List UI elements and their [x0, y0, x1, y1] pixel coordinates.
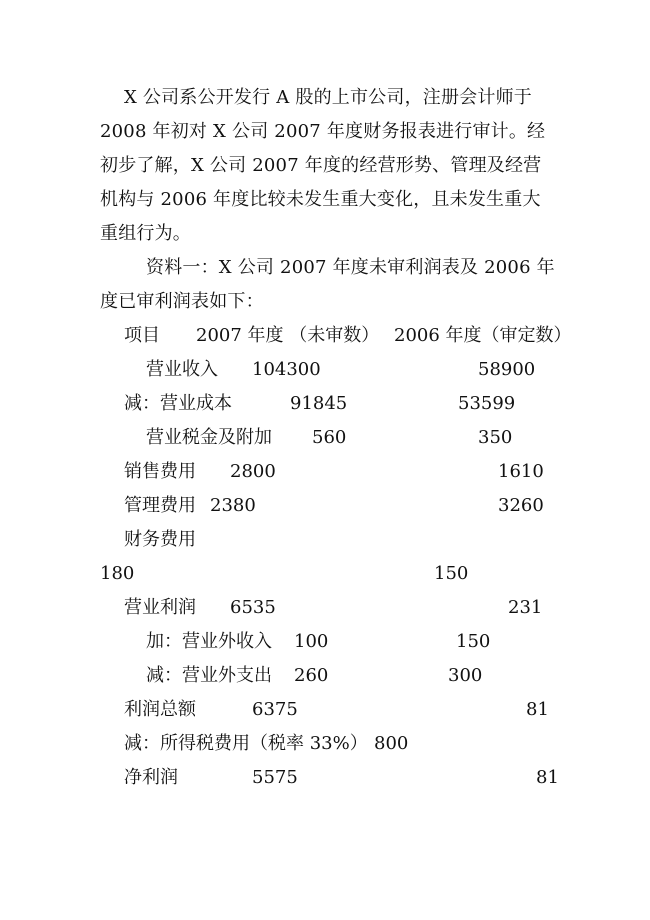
table-row-value-2006: 3260	[498, 495, 544, 516]
table-row-value-2006: 81	[526, 699, 549, 720]
table-row-label: 营业收入	[146, 359, 218, 380]
table-row-label: 管理费用	[124, 495, 196, 516]
table-row-value-2006: 81	[536, 767, 559, 788]
table-row-value-2006: 231	[508, 597, 543, 618]
table-row-label: 减：营业成本	[124, 393, 232, 414]
table-row-value-2006: 1610	[498, 461, 544, 482]
table-row-label: 减：营业外支出	[146, 665, 272, 686]
table-row-label: 营业利润	[124, 597, 196, 618]
table-row-value-2006: 300	[448, 665, 483, 686]
table-row-value-2006: 350	[478, 427, 513, 448]
table-row-value-2007: 91845	[290, 393, 348, 414]
table-row-value-2007: 180	[100, 563, 135, 584]
paragraph-1-line-4: 机构与 2006 年度比较未发生重大变化，且未发生重大	[100, 189, 541, 210]
paragraph-1-line-5: 重组行为。	[100, 223, 191, 244]
table-row-value-2007: 104300	[252, 359, 321, 380]
paragraph-1-line-3: 初步了解，X 公司 2007 年度的经营形势、管理及经营	[100, 155, 542, 176]
paragraph-1-line-2: 2008 年初对 X 公司 2007 年度财务报表进行审计。经	[100, 121, 546, 142]
table-row-value-2007: 560	[312, 427, 347, 448]
table-header-2006: 2006 年度（审定数）	[394, 325, 572, 346]
table-row-value-2006: 150	[456, 631, 491, 652]
table-row-value-2006: 150	[434, 563, 469, 584]
table-row-label: 利润总额	[124, 699, 196, 720]
table-row-value-2007: 6375	[252, 699, 298, 720]
table-row-value-2007: 5575	[252, 767, 298, 788]
table-row-value-2007: 260	[294, 665, 329, 686]
table-row-label: 加：营业外收入	[146, 631, 272, 652]
paragraph-2-line-1: 资料一：X 公司 2007 年度未审利润表及 2006 年	[146, 257, 555, 278]
table-row-value-2007: 2380	[210, 495, 256, 516]
table-header-2007: 2007 年度 （未审数）	[196, 325, 380, 346]
table-row-label: 财务费用	[124, 529, 196, 550]
table-row-value-2006: 53599	[458, 393, 516, 414]
table-row-label: 销售费用	[124, 461, 196, 482]
paragraph-2-line-2: 度已审利润表如下：	[100, 291, 264, 312]
table-row-value-2007: 6535	[230, 597, 276, 618]
table-row-label: 营业税金及附加	[146, 427, 272, 448]
table-row-value-2007: 800	[374, 733, 409, 754]
table-header-item: 项目	[124, 325, 160, 346]
table-row-value-2007: 100	[294, 631, 329, 652]
table-row-value-2006: 58900	[478, 359, 536, 380]
table-row-value-2007: 2800	[230, 461, 276, 482]
table-row-label: 净利润	[124, 767, 178, 788]
paragraph-1-line-1: X 公司系公开发行 A 股的上市公司，注册会计师于	[124, 87, 532, 108]
table-row-label: 减：所得税费用（税率 33%）	[124, 733, 368, 754]
